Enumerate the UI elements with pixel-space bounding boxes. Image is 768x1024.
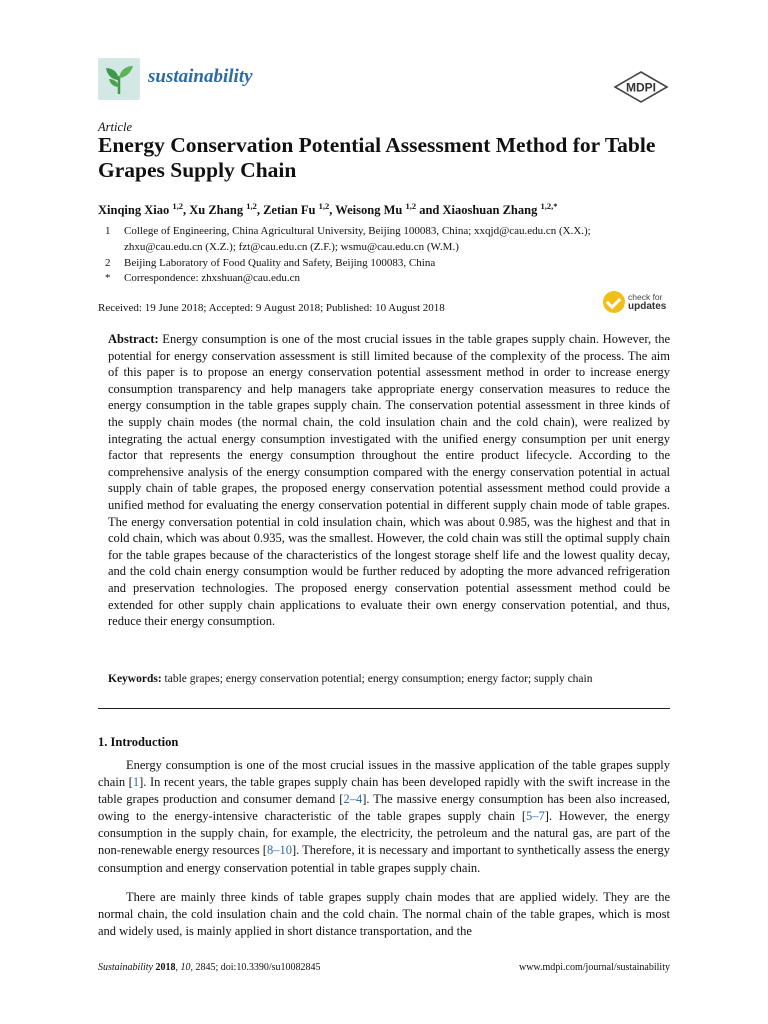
author-separator: , (256, 203, 264, 218)
affiliation-mark: 1 (105, 225, 111, 237)
keywords (108, 673, 670, 685)
affiliation-text: Beijing Laboratory of Food Quality and Safety, Beijing 100083, China (124, 257, 436, 269)
publisher-name: MDPI (626, 80, 656, 95)
abstract-text: Energy consumption is one of the most crucial issues in the table grapes supply chain. However, the potential for energy conservation assessment is still limited because of the complexity of the process. The aim of this paper is to propose an energy conservation potential assessment method in order to increase energy consumption transparency and help managers take appropriate energy conservation measures to reduce the energy consumption in the table grapes supply chain. The conservation potential assessment in three kinds of the supply chain modes (the normal chain, the cold insulation chain and the cold chain), were realized by integrating the actual energy consumption investigated with the unified energy consumption per unit energy factor that represents the energy consumption throughout the entire product lifecycle. According to the comprehensive analysis of the energy consumption compared with the energy conservation potential in actual supply chain of table grapes, the proposed energy conservation potential assessment method could provide a unified method for evaluating the energy conservation potential in different supply chain mode of table grapes. The energy conversation potential in cold insulation chain, which was about 0.985, was the highest and that in cold chain, which was about 0.935, was the smallest. However, the cold chain was still the optimal supply chain for the table grapes because of the characteristics of the longest storage shelf life and the lowest quality decay, and the cold chain energy consumption would be further reduced by adopting the more advanced refrigeration and preservation technologies. The proposed energy conservation potential assessment method could be extended for other supply chain applications to evaluate their own energy conservation potential, and thus, reduce their energy consumption. (108, 332, 670, 629)
checkmark-icon (603, 291, 625, 313)
paragraph-text: ]. However, the energy consumption in the supply chain, for example, the electricity, the petroleum and the natural gas, are part of the non-renewable energy resources [ (98, 809, 671, 858)
author-affiliation-sup: 1,2 (246, 201, 257, 211)
affiliation-mark: * (105, 272, 111, 284)
author-separator: , (329, 203, 336, 218)
check-updates-label-bold: updates (628, 301, 667, 312)
author-list (98, 201, 557, 218)
affiliation-mark: 2 (105, 257, 111, 269)
citation-link[interactable]: 1 (132, 775, 140, 790)
affiliation-text: College of Engineering, China Agricultural University, Beijing 100083, China; xxqjd@cau.edu.cn (X.X.); zhxu@cau.edu.cn (X.Z.); fzt@cau.edu.cn (Z.F.); wsmu@cau.edu.cn (W.M.) (124, 225, 591, 253)
abstract-label: Abstract: (108, 332, 159, 346)
citation-journal: Sustainability (98, 962, 153, 973)
journal-name: sustainability (148, 66, 253, 87)
author-affiliation-sup: 1,2 (172, 201, 183, 211)
author-affiliation-sup: 1,2 (405, 201, 417, 211)
author-name: Xu Zhang (189, 203, 244, 218)
paragraph-text: ]. Therefore, it is necessary and important to synthetically assess the energy consumption and energy conservation potential in table grapes supply chain. (98, 843, 670, 875)
paragraph-text: ]. In recent years, the table grapes supply chain has been developed rapidly with the swift increase in the table grapes production and consumer demand [ (98, 775, 670, 807)
author-separator: and (416, 203, 443, 218)
citation-volume: 10 (180, 962, 191, 973)
section-heading: 1. Introduction (98, 735, 179, 749)
author-name: Weisong Mu (335, 203, 403, 218)
intro-paragraph-1 (98, 757, 670, 877)
abstract (108, 331, 670, 630)
section-divider (98, 708, 670, 709)
journal-url-link[interactable]: www.mdpi.com/journal/sustainability (518, 962, 670, 973)
author-separator: , (182, 203, 190, 218)
intro-paragraph-2: There are mainly three kinds of table grapes supply chain modes that are applied widely. They are the normal chain, the cold insulation chain and the cold chain. The normal chain of the table grapes, which is most and widely used, is mainly applied in short distance transportation, and the (98, 890, 670, 939)
citation-doi: , 2845; doi:10.3390/su10082845 (190, 962, 321, 973)
paragraph-text: Energy consumption is one of the most crucial issues in the massive application of the table grapes supply chain [ (98, 758, 670, 790)
check-for-updates-button[interactable] (603, 291, 673, 315)
author-name: Xinqing Xiao (98, 203, 170, 218)
citation-year: 2018 (155, 962, 176, 973)
author-name: Zetian Fu (263, 203, 316, 218)
mdpi-logo (612, 70, 670, 104)
journal-logo-icon (98, 58, 140, 100)
author-affiliation-sup: 1,2 (318, 201, 330, 211)
author-affiliation-sup: 1,2,* (540, 201, 558, 211)
check-updates-label: check for (628, 292, 663, 302)
keywords-label: Keywords: (108, 673, 162, 685)
article-type: Article (98, 120, 133, 134)
paper-title: Energy Conservation Potential Assessment Method for Table Grapes Supply Chain (98, 133, 656, 182)
affiliation-text: Correspondence: zhxshuan@cau.edu.cn (124, 272, 300, 284)
keywords-text: table grapes; energy conservation potential; energy consumption; energy factor; supply chain (161, 673, 593, 685)
author-name: Xiaoshuan Zhang (442, 203, 538, 218)
citation-link[interactable]: 8–10 (266, 843, 292, 858)
citation-link[interactable]: 2–4 (343, 792, 363, 807)
citation-link[interactable]: 5–7 (526, 809, 545, 824)
paragraph-text: ]. The massive energy consumption has been also increased, owing to the energy-intensive characteristic of the table grapes supply chain [ (98, 792, 671, 824)
citation-footer: Sustainability 2018, 10, 2845; doi:10.3390/su10082845 (98, 962, 321, 973)
publication-dates: Received: 19 June 2018; Accepted: 9 August 2018; Published: 10 August 2018 (98, 302, 445, 314)
